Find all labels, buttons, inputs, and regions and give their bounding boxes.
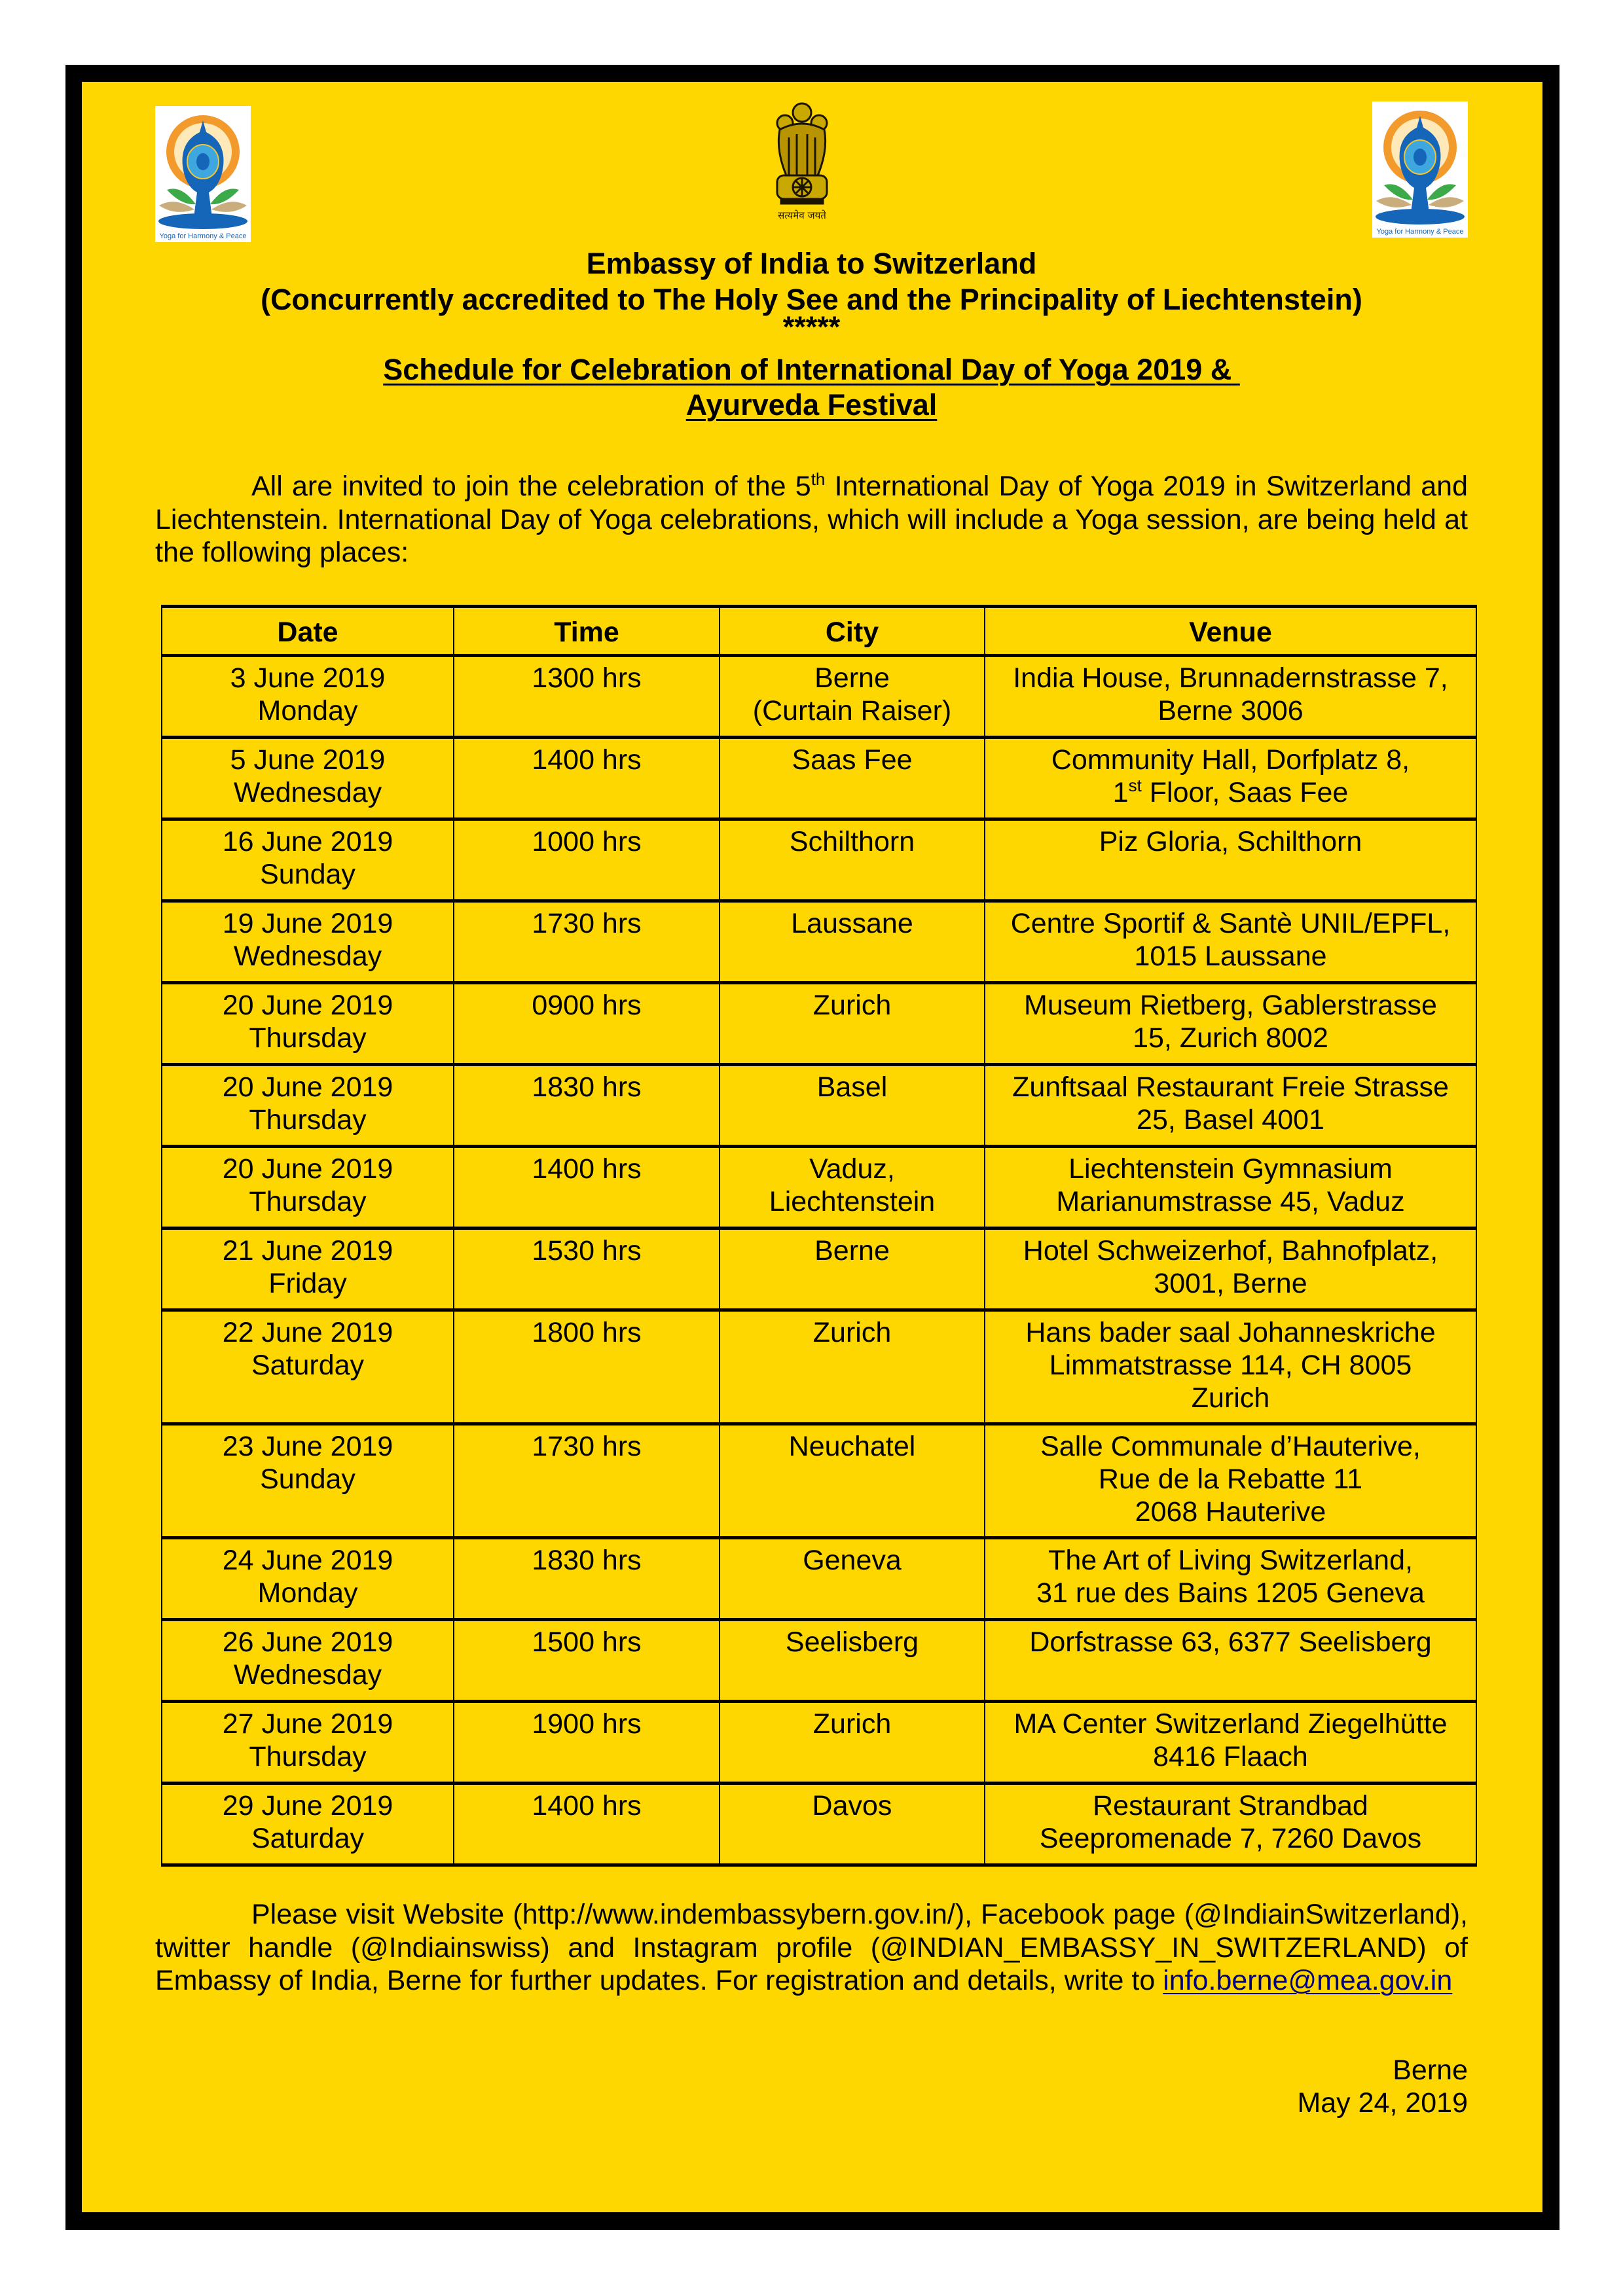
cell-time: [454, 1065, 720, 1147]
date-text: 22 June 2019: [222, 1317, 393, 1348]
cell-time: [454, 1310, 720, 1424]
cell-venue: [985, 983, 1476, 1065]
city-text: Seelisberg: [785, 1626, 919, 1658]
schedule-title-line2: Ayurveda Festival: [685, 388, 938, 422]
ashoka-lion-capital-icon: [763, 98, 841, 223]
venue-text: The Art of Living Switzerland,: [1048, 1545, 1413, 1576]
schedule-title-line1: Schedule for Celebration of International Day of Yoga 2019 &: [383, 353, 1240, 386]
cell-date: [162, 656, 454, 738]
venue-text: Zurich: [1191, 1382, 1270, 1414]
date-text: 20 June 2019: [222, 990, 393, 1021]
venue-text: 31 rue des Bains 1205 Geneva: [1036, 1577, 1425, 1609]
venue-text: 15, Zurich 8002: [1133, 1022, 1328, 1054]
column-header-city: City: [720, 607, 985, 656]
yoga-day-logo-icon: [155, 106, 251, 242]
date-text: 24 June 2019: [222, 1545, 393, 1576]
table-row: [162, 819, 1476, 901]
cell-time: [454, 1147, 720, 1229]
city-text: (Curtain Raiser): [752, 695, 952, 726]
time-text: 0900 hrs: [532, 990, 642, 1021]
date-text: 19 June 2019: [222, 908, 393, 939]
schedule-table: [161, 605, 1477, 1867]
cell-city: [720, 656, 985, 738]
city-text: Neuchatel: [788, 1431, 916, 1462]
cell-city: [720, 1229, 985, 1310]
time-text: 1900 hrs: [532, 1708, 642, 1740]
column-header-venue: Venue: [985, 607, 1476, 656]
weekday-text: Wednesday: [233, 941, 382, 972]
weekday-text: Monday: [257, 1577, 358, 1609]
cell-time: [454, 1784, 720, 1865]
cell-time: [454, 983, 720, 1065]
venue-text: Marianumstrasse 45, Vaduz: [1056, 1186, 1405, 1217]
table-row: [162, 1065, 1476, 1147]
venue-text: MA Center Switzerland Ziegelhütte: [1013, 1708, 1448, 1740]
city-text: Geneva: [803, 1545, 902, 1576]
intro-text-2: International Day of Yoga 2019 in Switzerland and Liechtenstein. International Day of Yoga celebrations, which will include a Yoga session, are being held at the following places:: [155, 471, 1468, 568]
cell-date: [162, 1065, 454, 1147]
table-row: [162, 1620, 1476, 1702]
venue-text: 3001, Berne: [1154, 1268, 1307, 1299]
email-link[interactable]: info.berne@mea.gov.in: [1163, 1965, 1453, 1996]
date-text: 29 June 2019: [222, 1790, 393, 1821]
venue-text: 25, Basel 4001: [1137, 1104, 1324, 1136]
cell-time: [454, 901, 720, 983]
cell-date: [162, 1424, 454, 1538]
cell-date: [162, 1310, 454, 1424]
venue-text: 8416 Flaach: [1153, 1741, 1308, 1772]
schedule-subtitle: [155, 387, 1468, 423]
cell-city: [720, 1702, 985, 1784]
date-text: 26 June 2019: [222, 1626, 393, 1658]
weekday-text: Monday: [257, 695, 358, 726]
weekday-text: Wednesday: [233, 1659, 382, 1691]
city-text: Vaduz,: [809, 1153, 895, 1185]
cell-city: [720, 983, 985, 1065]
venue-text: 1015 Laussane: [1134, 941, 1327, 972]
table-body: [162, 656, 1476, 1865]
cell-venue: [985, 1310, 1476, 1424]
cell-venue: [985, 1229, 1476, 1310]
venue-text: Limmatstrasse 114, CH 8005: [1049, 1350, 1412, 1381]
cell-date: [162, 983, 454, 1065]
emblem-motto: सत्यमेव जयते: [778, 209, 826, 221]
table-row: [162, 656, 1476, 738]
time-text: 1400 hrs: [532, 1790, 642, 1821]
yoga-day-logo-icon: [1372, 101, 1468, 238]
table-row: [162, 1229, 1476, 1310]
contact-paragraph: [155, 1898, 1468, 1998]
venue-text: Hans bader saal Johanneskriche: [1025, 1317, 1436, 1348]
weekday-text: Saturday: [251, 1823, 365, 1854]
weekday-text: Wednesday: [233, 777, 382, 808]
time-text: 1400 hrs: [532, 1153, 642, 1185]
cell-time: [454, 1620, 720, 1702]
cell-date: [162, 1229, 454, 1310]
time-text: 1500 hrs: [532, 1626, 642, 1658]
table-row: [162, 901, 1476, 983]
cell-venue: [985, 819, 1476, 901]
cell-venue: [985, 1538, 1476, 1620]
time-text: 1830 hrs: [532, 1071, 642, 1103]
cell-time: [454, 738, 720, 819]
signature-place: Berne: [1393, 2054, 1468, 2086]
cell-date: [162, 738, 454, 819]
cell-city: [720, 1310, 985, 1424]
cell-date: [162, 1538, 454, 1620]
date-text: 20 June 2019: [222, 1153, 393, 1185]
weekday-text: Thursday: [249, 1022, 367, 1054]
cell-city: [720, 1784, 985, 1865]
weekday-text: Thursday: [249, 1741, 367, 1772]
city-text: Schilthorn: [789, 826, 915, 857]
date-text: 27 June 2019: [222, 1708, 393, 1740]
city-text: Berne: [814, 662, 890, 694]
cell-time: [454, 819, 720, 901]
time-text: 1300 hrs: [532, 662, 642, 694]
time-text: 1400 hrs: [532, 744, 642, 776]
venue-text: Liechtenstein Gymnasium: [1068, 1153, 1393, 1185]
cell-time: [454, 1538, 720, 1620]
yoga-day-logo-right: [1372, 101, 1468, 238]
city-text: Zurich: [812, 1317, 892, 1348]
time-text: 1800 hrs: [532, 1317, 642, 1348]
time-text: 1730 hrs: [532, 1431, 642, 1462]
cell-time: [454, 656, 720, 738]
table-row: [162, 1702, 1476, 1784]
venue-text: Zunftsaal Restaurant Freie Strasse: [1012, 1071, 1449, 1103]
ordinal-suffix: th: [811, 469, 826, 489]
cell-venue: [985, 1065, 1476, 1147]
cell-city: [720, 1424, 985, 1538]
venue-text: Restaurant Strandbad: [1093, 1790, 1368, 1821]
cell-city: [720, 1147, 985, 1229]
accreditation-line: (Concurrently accredited to The Holy See and the Principality of Liechtenstein): [261, 283, 1362, 316]
intro-text-1: All are invited to join the celebration of the 5: [251, 471, 811, 502]
cell-venue: [985, 901, 1476, 983]
table-header-row: [162, 607, 1476, 656]
cell-date: [162, 819, 454, 901]
weekday-text: Saturday: [251, 1350, 365, 1381]
date-text: 5 June 2019: [230, 744, 386, 776]
table-row: [162, 1784, 1476, 1865]
date-text: 16 June 2019: [222, 826, 393, 857]
table-row: [162, 1310, 1476, 1424]
cell-city: [720, 1620, 985, 1702]
venue-text: India House, Brunnadernstrasse 7,: [1013, 662, 1448, 694]
cell-date: [162, 1702, 454, 1784]
schedule-title: [155, 352, 1468, 387]
city-text: Basel: [816, 1071, 888, 1103]
venue-text: Museum Rietberg, Gablerstrasse: [1024, 990, 1437, 1021]
cell-venue: [985, 1147, 1476, 1229]
cell-time: [454, 1424, 720, 1538]
weekday-text: Thursday: [249, 1186, 367, 1217]
weekday-text: Thursday: [249, 1104, 367, 1136]
cell-city: [720, 901, 985, 983]
table-row: [162, 1538, 1476, 1620]
weekday-text: Sunday: [260, 859, 356, 890]
table-row: [162, 738, 1476, 819]
city-text: Saas Fee: [792, 744, 913, 776]
cell-venue: [985, 1424, 1476, 1538]
venue-text: Rue de la Rebatte 11: [1098, 1463, 1363, 1495]
separator-stars: *****: [782, 310, 841, 344]
weekday-text: Friday: [268, 1268, 347, 1299]
ordinal-suffix: st: [1128, 776, 1142, 795]
svg-text:Yoga for Harmony & Peace: Yoga for Harmony & Peace: [159, 232, 247, 240]
cell-venue: [985, 1702, 1476, 1784]
city-text: Davos: [812, 1790, 892, 1821]
venue-text: Hotel Schweizerhof, Bahnofplatz,: [1023, 1235, 1438, 1266]
venue-text: Salle Communale d’Hauterive,: [1040, 1431, 1421, 1462]
city-text: Berne: [814, 1235, 890, 1266]
time-text: 1830 hrs: [532, 1545, 642, 1576]
date-text: 21 June 2019: [222, 1235, 393, 1266]
intro-paragraph: [155, 470, 1468, 569]
table-row: [162, 1147, 1476, 1229]
date-text: 3 June 2019: [230, 662, 386, 694]
table-row: [162, 1424, 1476, 1538]
national-emblem: [763, 98, 841, 223]
column-header-date: Date: [162, 607, 454, 656]
cell-venue: [985, 738, 1476, 819]
city-text: Liechtenstein: [769, 1186, 936, 1217]
city-text: Zurich: [812, 1708, 892, 1740]
cell-city: [720, 819, 985, 901]
venue-text: 2068 Hauterive: [1135, 1496, 1326, 1528]
cell-time: [454, 1702, 720, 1784]
time-text: 1530 hrs: [532, 1235, 642, 1266]
cell-venue: [985, 1620, 1476, 1702]
venue-text: Berne 3006: [1158, 695, 1304, 726]
city-text: Zurich: [812, 990, 892, 1021]
table-row: [162, 983, 1476, 1065]
venue-text: 1st Floor, Saas Fee: [1112, 776, 1349, 808]
cell-city: [720, 738, 985, 819]
yoga-day-logo-left: [155, 106, 251, 242]
cell-date: [162, 1784, 454, 1865]
cell-date: [162, 1147, 454, 1229]
weekday-text: Sunday: [260, 1463, 356, 1495]
venue-text: Seepromenade 7, 7260 Davos: [1039, 1823, 1422, 1854]
time-text: 1730 hrs: [532, 908, 642, 939]
cell-date: [162, 1620, 454, 1702]
venue-text: Community Hall, Dorfplatz 8,: [1051, 744, 1410, 776]
time-text: 1000 hrs: [532, 826, 642, 857]
svg-text:Yoga for Harmony & Peace: Yoga for Harmony & Peace: [1376, 228, 1464, 236]
city-text: Laussane: [791, 908, 913, 939]
contact-text: Please visit Website (http://www.indembassybern.gov.in/), Facebook page (@IndiainSwitzerland), twitter handle (@Indiainswiss) and Instagram profile (@INDIAN_EMBASSY_IN_SWITZERLAND) of Embassy of India, Berne for further updates. For registration and details, write to: [155, 1899, 1468, 1996]
cell-city: [720, 1538, 985, 1620]
date-text: 23 June 2019: [222, 1431, 393, 1462]
embassy-name: Embassy of India to Switzerland: [586, 247, 1037, 280]
date-text: 20 June 2019: [222, 1071, 393, 1103]
cell-venue: [985, 1784, 1476, 1865]
venue-text: Piz Gloria, Schilthorn: [1099, 826, 1362, 857]
cell-time: [454, 1229, 720, 1310]
venue-text: Dorfstrasse 63, 6377 Seelisberg: [1029, 1626, 1432, 1658]
venue-text: Centre Sportif & Santè UNIL/EPFL,: [1010, 908, 1451, 939]
cell-venue: [985, 656, 1476, 738]
column-header-time: Time: [454, 607, 720, 656]
cell-city: [720, 1065, 985, 1147]
cell-date: [162, 901, 454, 983]
signature-date: May 24, 2019: [1297, 2087, 1468, 2119]
